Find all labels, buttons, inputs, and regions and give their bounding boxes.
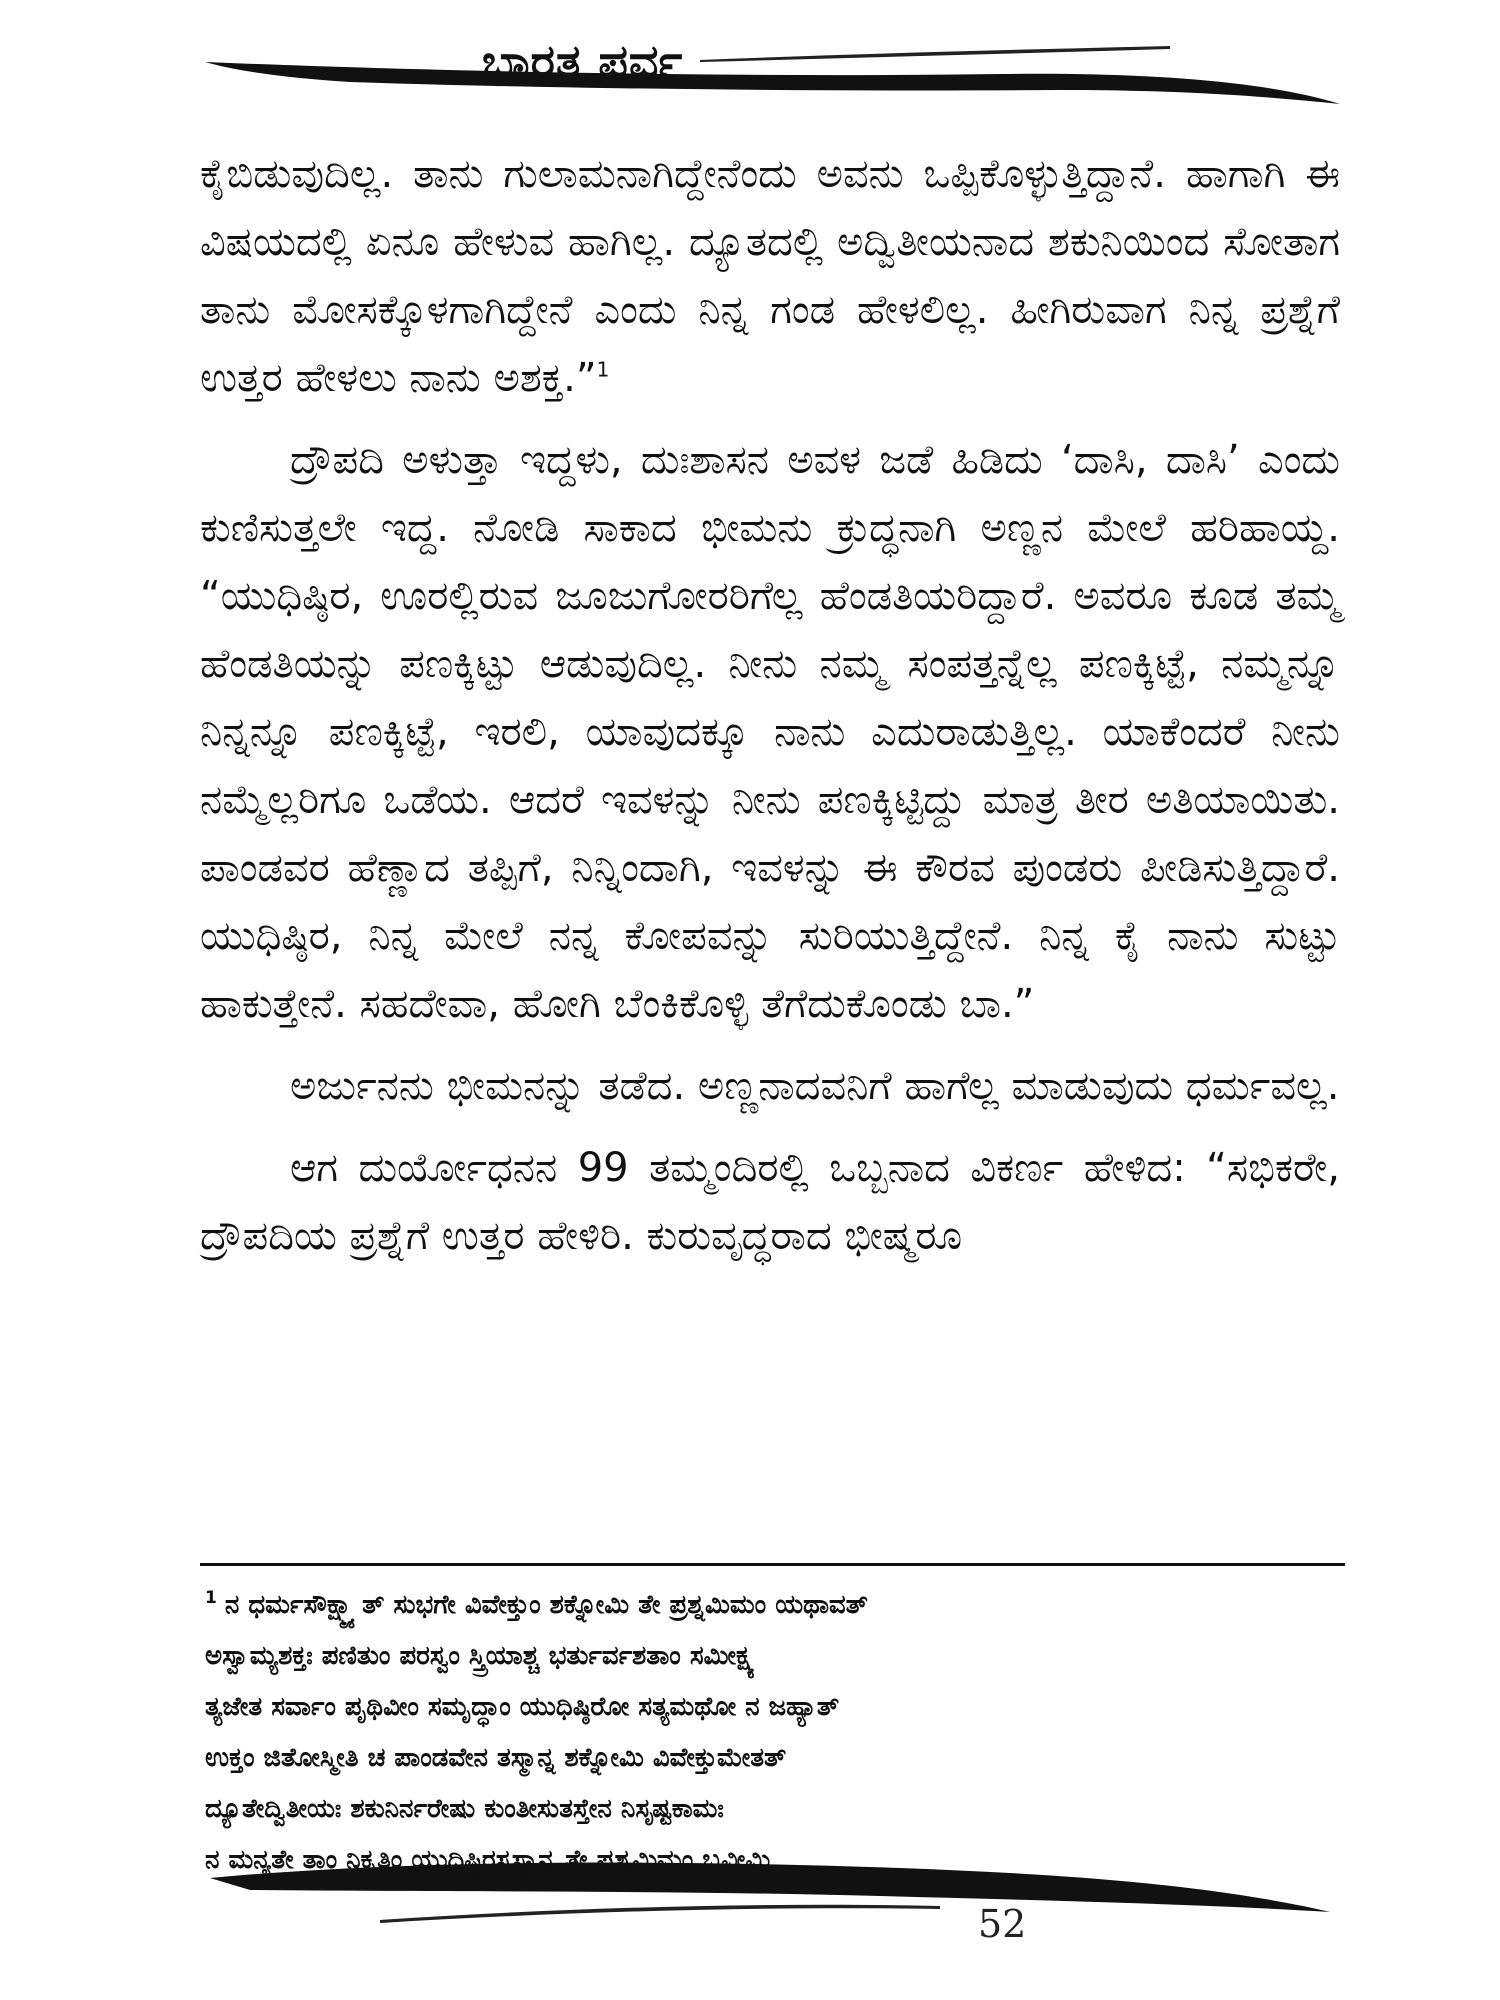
footnote-line: ದ್ಯೂತೇದ್ವಿತೀಯಃ ಶಕುನಿರ್ನರೇಷು ಕುಂತೀಸುತಸ್ತೇನ ನಿಸೃಷ್ಟಕಾಮಃ (205, 1794, 724, 1824)
running-title: ಭಾರತ ಪರ್ವ (482, 34, 684, 88)
footnote-reference: 1 (596, 357, 610, 382)
footer-brush-thin-stroke (380, 1905, 940, 1923)
footnote (205, 1580, 1325, 1886)
page-number: 52 (978, 1902, 1027, 1946)
paragraph-4: ಆಗ ದುರ್ಯೋಧನನ 99 ತಮ್ಮಂದಿರಲ್ಲಿ ಒಬ್ಬನಾದ ವಿಕರ್ಣ ಹೇಳಿದ: “ಸಭಿಕರೇ, ದ್ರೌಪದಿಯ ಪ್ರಶ್ನೆಗೆ ಉತ್ತರ ಹೇಳಿರಿ. ಕುರುವೃದ್ಧರಾದ ಭೀಷ್ಮರೂ (200, 1145, 1340, 1259)
paragraph-2: ದ್ರೌಪದಿ ಅಳುತ್ತಾ ಇದ್ದಳು, ದುಃಶಾಸನ ಅವಳ ಜಡೆ ಹಿಡಿದು ‘ದಾಸಿ, ದಾಸಿ’ ಎಂದು ಕುಣಿಸುತ್ತಲೇ ಇದ್ದ. ನೋಡಿ ಸಾಕಾದ ಭೀಮನು ಕ್ರುದ್ಧನಾಗಿ ಅಣ್ಣನ ಮೇಲೆ ಹರಿಹಾಯ್ದ. “ಯುಧಿಷ್ಠಿರ, ಊರಲ್ಲಿರುವ ಜೂಜುಗೋರರಿಗೆಲ್ಲ ಹೆಂಡತಿಯರಿದ್ದಾರೆ. ಅವರೂ ಕೂಡ ತಮ್ಮ ಹೆಂಡತಿಯನ್ನು ಪಣಕ್ಕಿಟ್ಟು ಆಡುವುದಿಲ್ಲ. ನೀನು ನಮ್ಮ ಸಂಪತ್ತನ್ನೆಲ್ಲ ಪಣಕ್ಕಿಟ್ಟೆ, ನಮ್ಮನ್ನೂ ನಿನ್ನನ್ನೂ ಪಣಕ್ಕಿಟ್ಟೆ, ಇರಲಿ, ಯಾವುದಕ್ಕೂ ನಾನು ಎದುರಾಡುತ್ತಿಲ್ಲ. ಯಾಕೆಂದರೆ ನೀನು ನಮ್ಮೆಲ್ಲರಿಗೂ ಒಡೆಯ. ಆದರೆ ಇವಳನ್ನು ನೀನು ಪಣಕ್ಕಿಟ್ಟಿದ್ದು ಮಾತ್ರ ತೀರ ಅತಿಯಾಯಿತು. ಪಾಂಡವರ ಹೆಣ್ಣಾದ ತಪ್ಪಿಗೆ, ನಿನ್ನಿಂದಾಗಿ, ಇವಳನ್ನು ಈ ಕೌರವ ಪುಂಡರು ಪೀಡಿಸುತ್ತಿದ್ದಾರೆ. ಯುಧಿಷ್ಠಿರ, ನಿನ್ನ ಮೇಲೆ ನನ್ನ ಕೋಪವನ್ನು ಸುರಿಯುತ್ತಿದ್ದೇನೆ. ನಿನ್ನ ಕೈ ನಾನು ಸುಟ್ಟು ಹಾಕುತ್ತೇನೆ. ಸಹದೇವಾ, ಹೋಗಿ ಬೆಂಕಿಕೊಳ್ಳಿ ತೆಗೆದುಕೊಂಡು ಬಾ.” (200, 437, 1340, 1027)
footnote-line: ತ್ಯಜೇತ ಸರ್ವಾಂ ಪೃಥಿವೀಂ ಸಮೃದ್ಧಾಂ ಯುಧಿಷ್ಠಿರೋ ಸತ್ಯಮಥೋ ನ ಜಹ್ಯಾತ್ (205, 1692, 840, 1722)
footnote-number: 1 (205, 1588, 217, 1609)
header-brush-stroke (205, 62, 1340, 104)
footnote-line: ನ ಮನ್ಯತೇ ತಾಂ ನಿಕೃತಿಂ ಯುಧಿಷ್ಠಿರಸ್ತಸ್ಮಾನ್ನ ತೇ ಪ್ರಶ್ನಮಿಮಂ ಬ್ರವೀಮಿ (205, 1845, 771, 1875)
footnote-line: ಅಸ್ವಾಮ್ಯಶಕ್ತಃ ಪಣಿತುಂ ಪರಸ್ವಂ ಸ್ತ್ರಿಯಾಶ್ಚ ಭರ್ತುರ್ವಶತಾಂ ಸಮೀಕ್ಷ್ಯ (205, 1641, 755, 1671)
footnote-divider (200, 1563, 1345, 1566)
footnote-line: ಉಕ್ತಂ ಜಿತೋಸ್ಮೀತಿ ಚ ಪಾಂಡವೇನ ತಸ್ಮಾನ್ನ ಶಕ್ನೋಮಿ ವಿವೇಕ್ತುಮೇತತ್ (205, 1743, 787, 1773)
header-brush-thin-stroke (700, 46, 1170, 62)
paragraph-3: ಅರ್ಜುನನು ಭೀಮನನ್ನು ತಡೆದ. ಅಣ್ಣನಾದವನಿಗೆ ಹಾಗೆಲ್ಲ ಮಾಡುವುದು ಧರ್ಮವಲ್ಲ. (290, 1063, 1340, 1109)
footnote-line-text: ನ ಧರ್ಮಸೌಕ್ಷ್ಮ್ಯಾತ್ ಸುಭಗೇ ವಿವೇಕ್ತುಂ ಶಕ್ನೋಮಿ ತೇ ಪ್ರಶ್ನಮಿಮಂ ಯಥಾವತ್ (224, 1590, 868, 1620)
paragraph-1 (200, 140, 1340, 412)
main-text (200, 140, 1340, 1284)
footnote-line (205, 1580, 1325, 1631)
paragraph-1-text: ಕೈಬಿಡುವುದಿಲ್ಲ. ತಾನು ಗುಲಾಮನಾಗಿದ್ದೇನೆಂದು ಅವನು ಒಪ್ಪಿಕೊಳ್ಳುತ್ತಿದ್ದಾನೆ. ಹಾಗಾಗಿ ಈ ವಿಷಯದಲ್ಲಿ ಏನೂ ಹೇಳುವ ಹಾಗಿಲ್ಲ. ದ್ಯೂತದಲ್ಲಿ ಅದ್ವಿತೀಯನಾದ ಶಕುನಿಯಿಂದ ಸೋತಾಗ ತಾನು ಮೋಸಕ್ಕೊಳಗಾಗಿದ್ದೇನೆ ಎಂದು ನಿನ್ನ ಗಂಡ ಹೇಳಲಿಲ್ಲ. ಹೀಗಿರುವಾಗ ನಿನ್ನ ಪ್ರಶ್ನೆಗೆ ಉತ್ತರ ಹೇಳಲು ನಾನು ಅಶಕ್ತ.” (200, 151, 1340, 401)
